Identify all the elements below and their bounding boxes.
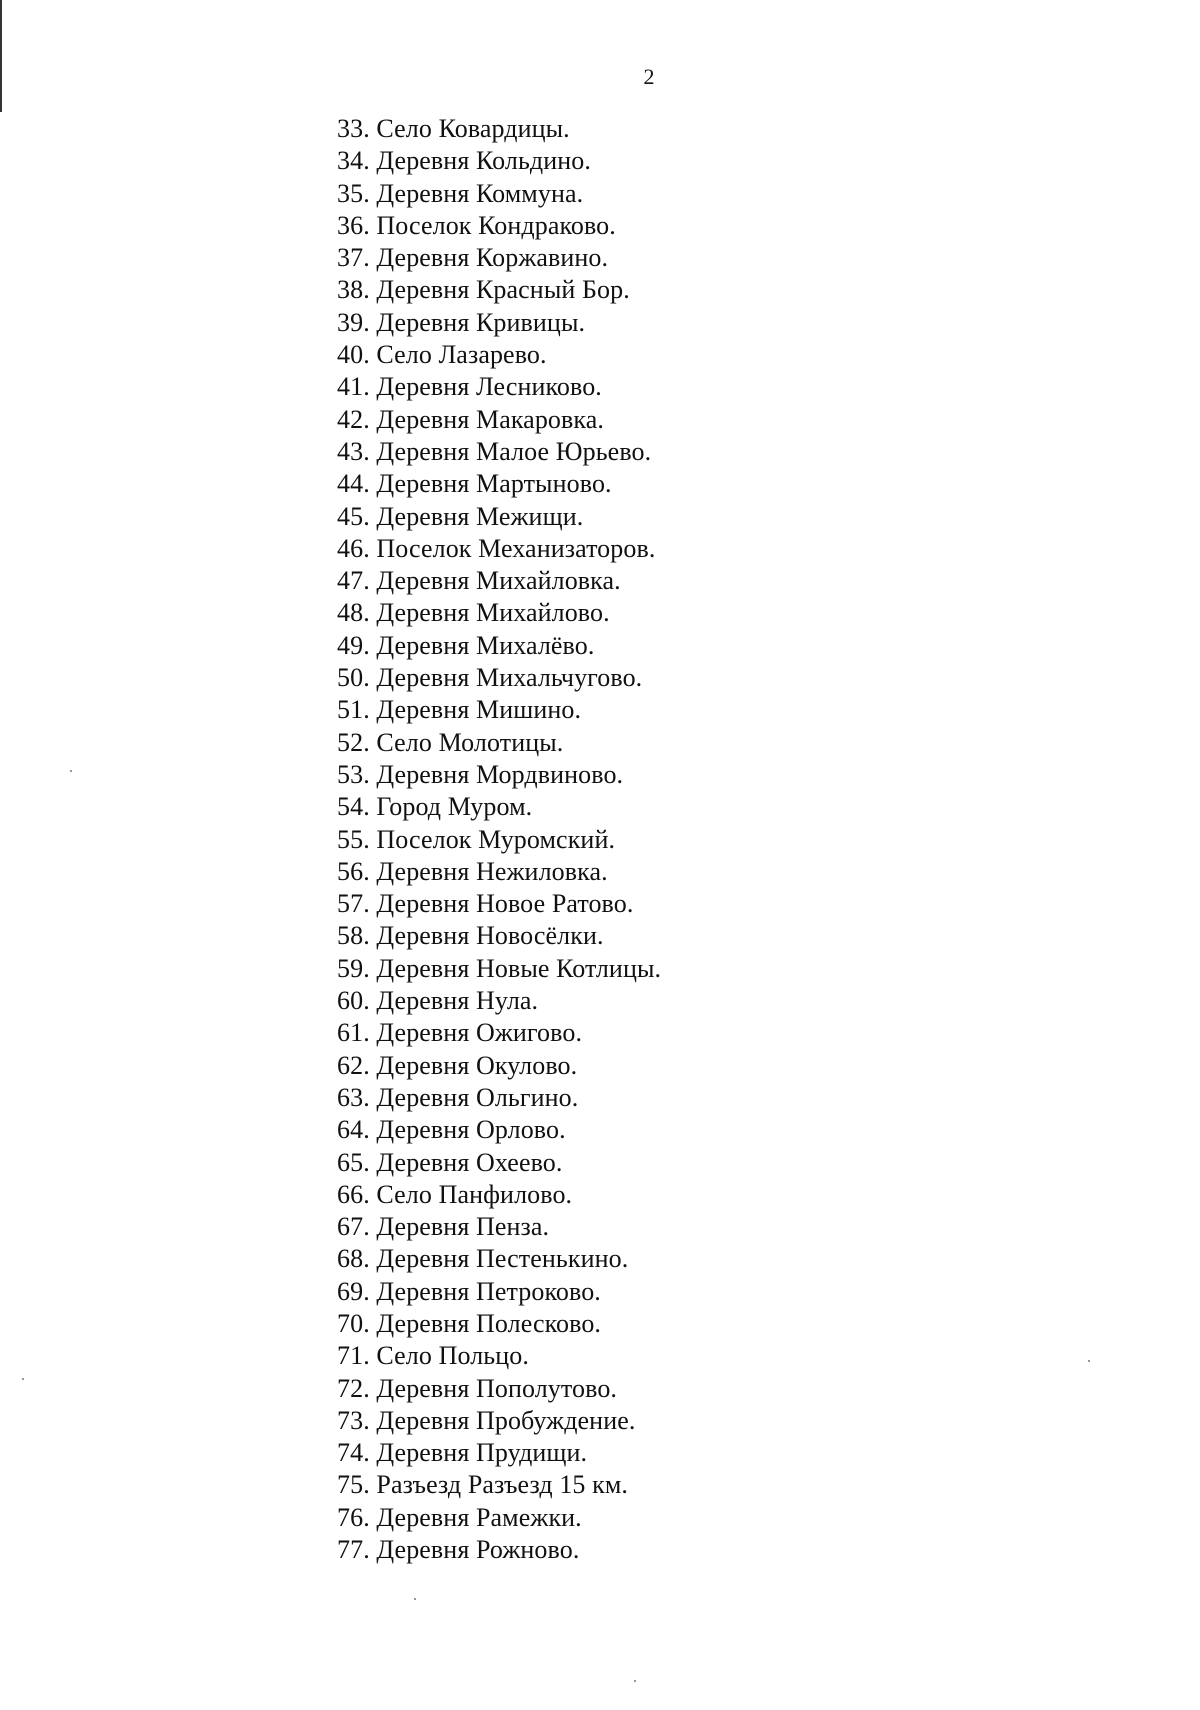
- list-item: 62. Деревня Окулово.: [337, 1050, 578, 1080]
- list-item: 66. Село Панфилово.: [337, 1179, 573, 1209]
- list-item: 74. Деревня Прудищи.: [337, 1438, 588, 1468]
- list-item: 54. Город Муром.: [337, 792, 533, 822]
- list-item: 42. Деревня Макаровка.: [337, 404, 604, 434]
- list-item: 48. Деревня Михайлово.: [337, 598, 610, 628]
- list-item: 50. Деревня Михальчугово.: [337, 663, 643, 693]
- list-item: 47. Деревня Михайловка.: [337, 566, 621, 596]
- list-item: 43. Деревня Малое Юрьево.: [337, 436, 652, 466]
- list-item: 45. Деревня Межищи.: [337, 501, 584, 531]
- list-item: 59. Деревня Новые Котлицы.: [337, 953, 662, 983]
- scan-edge-mark: [0, 0, 2, 112]
- list-item: 39. Деревня Кривицы.: [337, 307, 586, 337]
- list-item: 55. Поселок Муромский.: [337, 824, 616, 854]
- list-item: 56. Деревня Нежиловка.: [337, 856, 608, 886]
- list-item: 37. Деревня Коржавино.: [337, 243, 609, 273]
- settlement-list: [337, 113, 661, 1566]
- list-item: 46. Поселок Механизаторов.: [337, 533, 656, 563]
- list-item: 75. Разъезд Разъезд 15 км.: [337, 1470, 628, 1500]
- list-item: 51. Деревня Мишино.: [337, 695, 582, 725]
- list-item: 71. Село Польцо.: [337, 1341, 529, 1371]
- list-item: 53. Деревня Мордвиново.: [337, 759, 624, 789]
- list-item: 38. Деревня Красный Бор.: [337, 275, 630, 305]
- scan-speck: [70, 770, 72, 772]
- list-item: 61. Деревня Ожигово.: [337, 1018, 583, 1048]
- list-item: 58. Деревня Новосёлки.: [337, 921, 604, 951]
- list-item: 40. Село Лазарево.: [337, 340, 547, 370]
- list-item: 63. Деревня Ольгино.: [337, 1082, 579, 1112]
- list-item: 60. Деревня Нула.: [337, 986, 539, 1016]
- list-item: 34. Деревня Кольдино.: [337, 146, 591, 176]
- list-item: 36. Поселок Кондраково.: [337, 210, 616, 240]
- list-item: 67. Деревня Пенза.: [337, 1212, 550, 1242]
- scan-speck: [1088, 1360, 1090, 1362]
- list-item: 72. Деревня Пополутово.: [337, 1373, 618, 1403]
- list-item: 68. Деревня Пестенькино.: [337, 1244, 629, 1274]
- scan-speck: [634, 1680, 636, 1682]
- scan-speck: [414, 1598, 416, 1600]
- list-item: 35. Деревня Коммуна.: [337, 178, 584, 208]
- list-item: 64. Деревня Орлово.: [337, 1115, 566, 1145]
- list-item: 52. Село Молотицы.: [337, 727, 564, 757]
- list-item: 77. Деревня Рожново.: [337, 1535, 580, 1565]
- list-item: 49. Деревня Михалёво.: [337, 630, 595, 660]
- list-item: 44. Деревня Мартыново.: [337, 469, 612, 499]
- list-item: 65. Деревня Охеево.: [337, 1147, 563, 1177]
- list-item: 69. Деревня Петроково.: [337, 1276, 601, 1306]
- list-item: 76. Деревня Рамежки.: [337, 1502, 582, 1532]
- list-item: 70. Деревня Полесково.: [337, 1308, 602, 1338]
- page-number: 2: [643, 64, 655, 89]
- list-item: 57. Деревня Новое Ратово.: [337, 889, 634, 919]
- list-item: 41. Деревня Лесниково.: [337, 372, 602, 402]
- list-item: 73. Деревня Пробуждение.: [337, 1405, 636, 1435]
- list-item: 33. Село Ковардицы.: [337, 114, 570, 143]
- scan-speck: [22, 1378, 24, 1380]
